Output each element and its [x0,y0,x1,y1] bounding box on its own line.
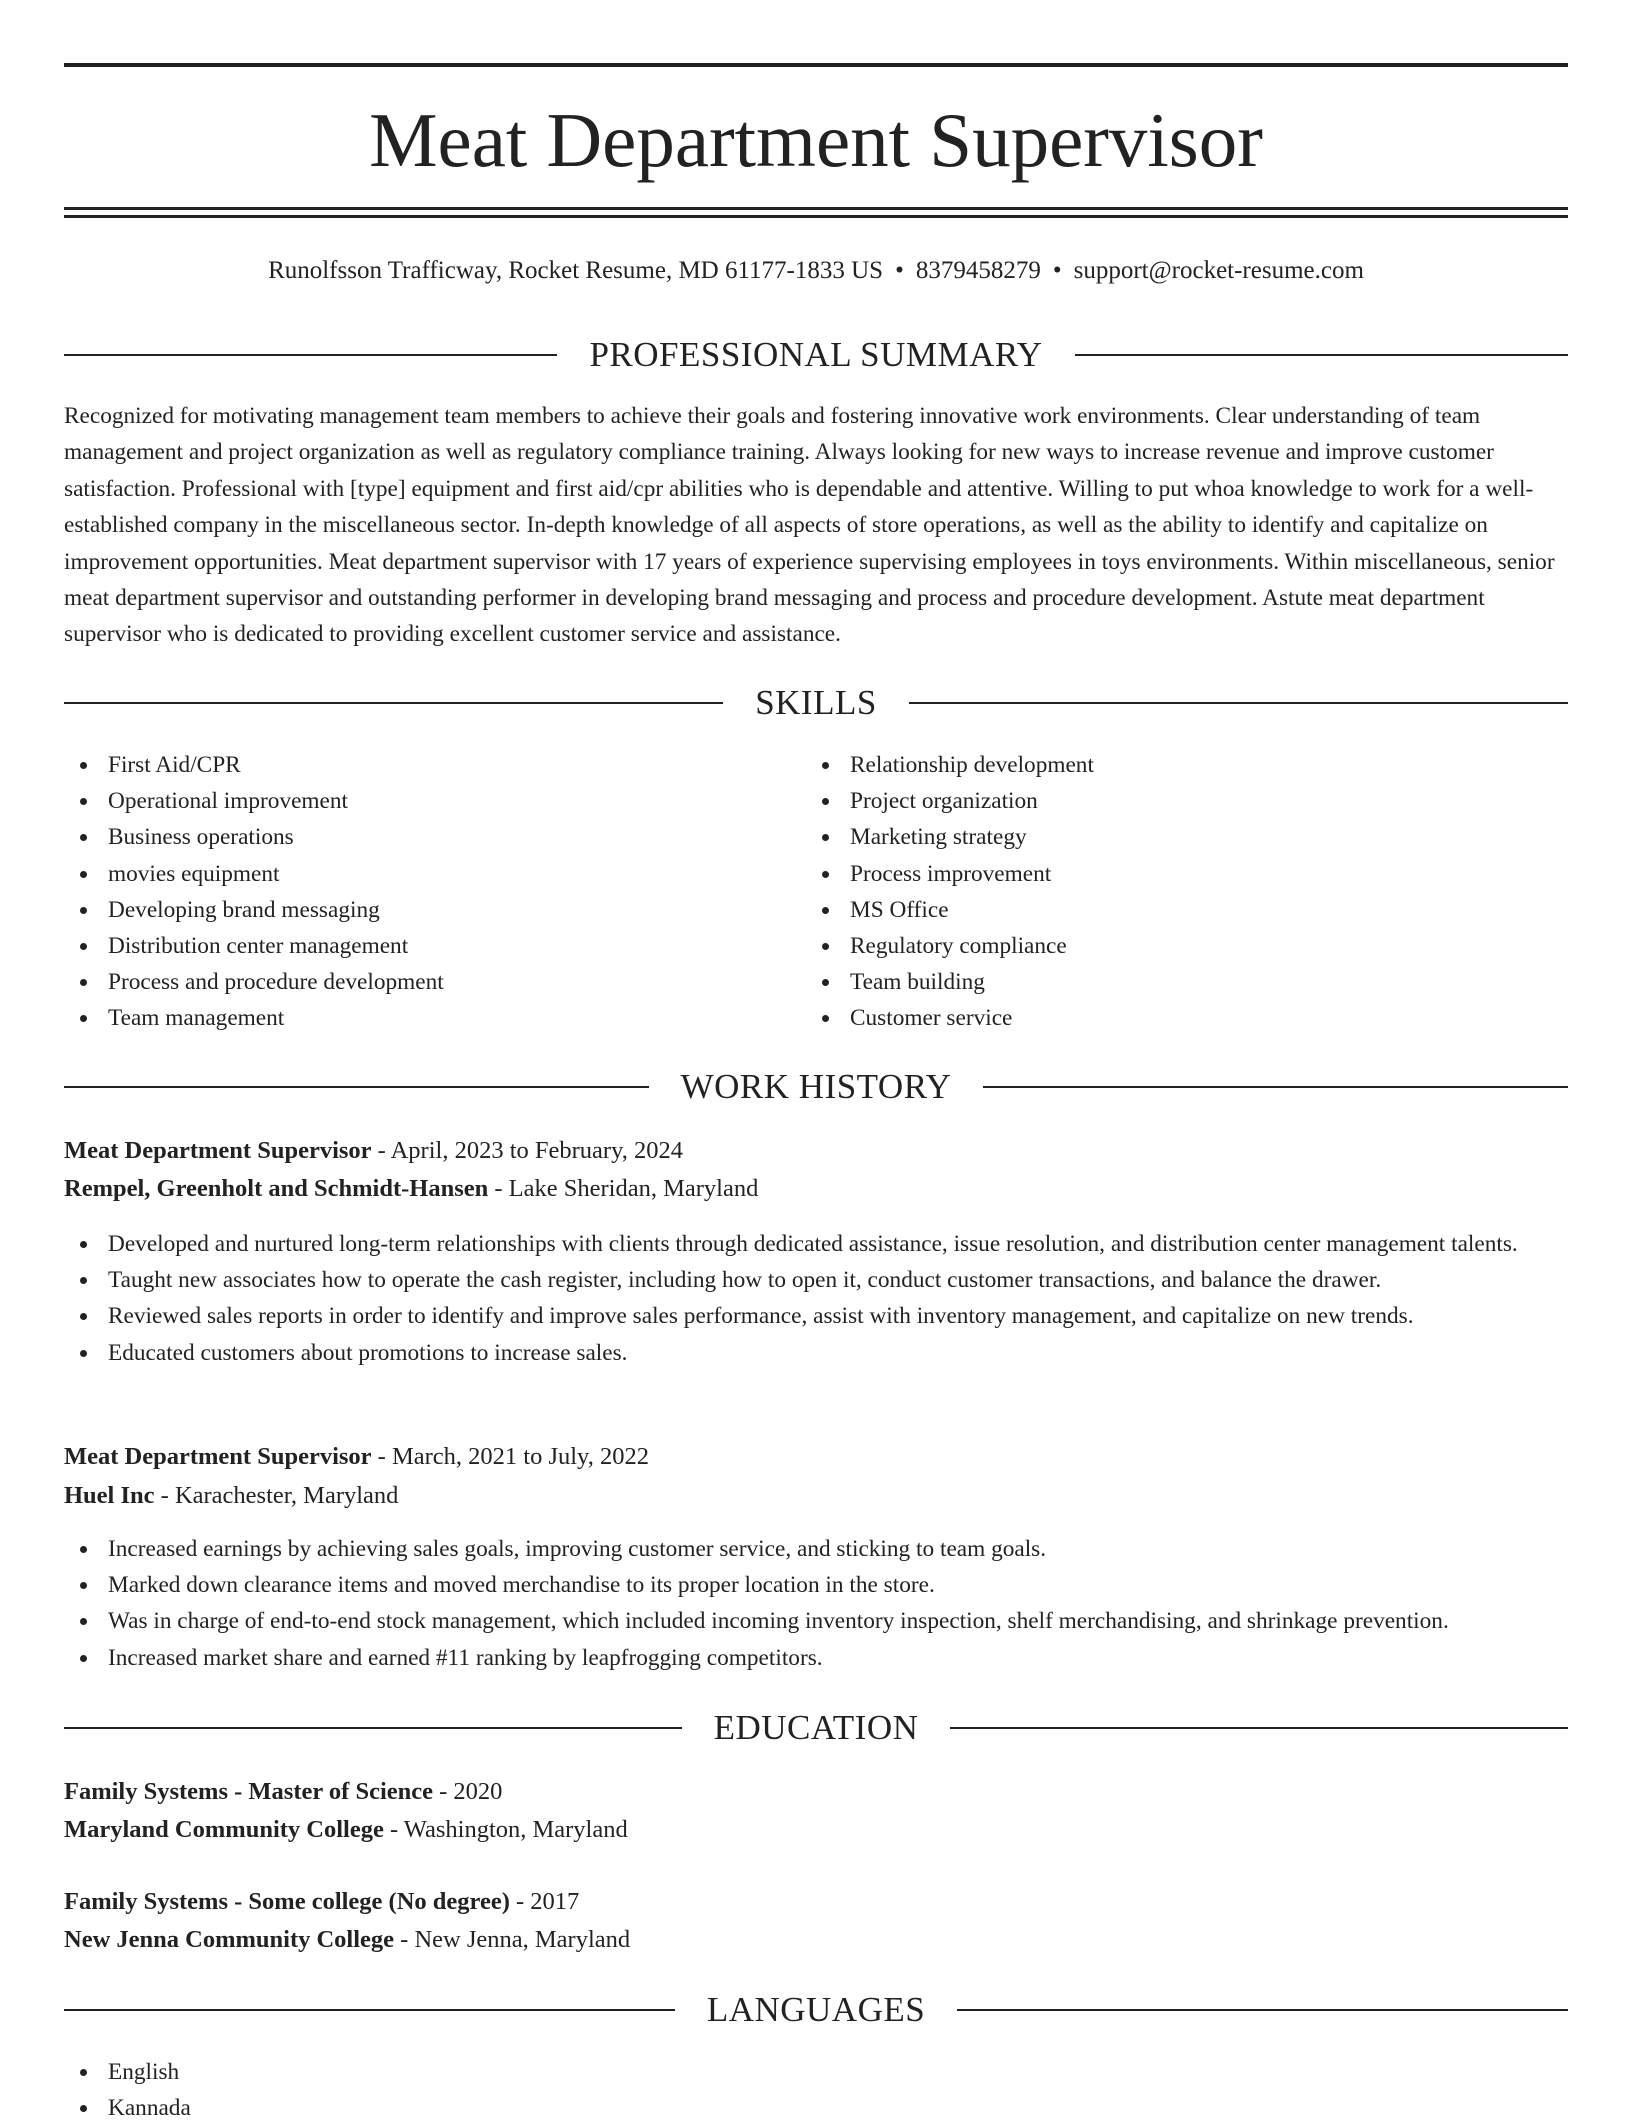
work-section-heading [64,1065,1568,1109]
education-degree: Family Systems - Master of Science [64,1778,433,1805]
skill-item: Operational improvement [64,783,764,819]
divider [1075,354,1568,356]
job-title: Meat Department Supervisor [64,1443,372,1470]
languages-section-heading [64,1988,1568,2032]
education-degree-line [64,1884,1568,1920]
section-title: PROFESSIONAL SUMMARY [589,335,1043,374]
job-company: Rempel, Greenholt and Schmidt-Hansen [64,1175,489,1202]
skills-list-right [806,747,1506,1037]
skill-item: movies equipment [64,856,764,892]
job-duty: Reviewed sales reports in order to identify and improve sales performance, assist with inventory management, and capitalize on new trends. [64,1298,1568,1334]
skill-item: Developing brand messaging [64,892,764,928]
education-degree-line [64,1774,1568,1810]
contact-phone: 8379458279 [915,257,1041,284]
divider [64,2009,675,2011]
job-duty: Educated customers about promotions to increase sales. [64,1335,1568,1371]
top-rule [64,63,1568,67]
job-duty: Was in charge of end-to-end stock management, which included incoming inventory inspection, shelf merchandising, and shrinkage prevention. [64,1603,1568,1639]
skill-item: Team management [64,1000,764,1036]
skill-item: Project organization [806,783,1506,819]
job-duty: Increased earnings by achieving sales goals, improving customer service, and sticking to team goals. [64,1531,1568,1567]
job-duties-list [64,1226,1568,1371]
job-duty: Marked down clearance items and moved merchandise to its proper location in the store. [64,1567,1568,1603]
skills-list-left [64,747,764,1037]
divider [983,1086,1568,1088]
education-degree: Family Systems - Some college (No degree) [64,1888,510,1915]
summary-text: Recognized for motivating management team members to achieve their goals and fostering innovative work environments. Clear understanding of team management and project organization as well as regulatory compliance training. Always looking for new ways to increase revenue and improve customer satisfaction. Professional with [type] equipment and first aid/cpr abilities who is dependable and attentive. Willing to put whoa knowledge to work for a well-established company in the miscellaneous sector. In-depth knowledge of all aspects of store operations, as well as the ability to identify and capitalize on improvement opportunities. Meat department supervisor with 17 years of experience supervising employees in toys environments. Within miscellaneous, senior meat department supervisor and outstanding performer in developing brand messaging and process and procedure development. Astute meat department supervisor who is dedicated to providing excellent customer service and assistance. [64,403,1555,648]
skill-item: MS Office [806,892,1506,928]
job-duty: Taught new associates how to operate the cash register, including how to open it, conduct customer transactions, and balance the drawer. [64,1262,1568,1298]
section-title: SKILLS [755,683,877,722]
education-school: Maryland Community College [64,1816,384,1843]
job-company-line [64,1171,1568,1207]
skills-section-heading [64,681,1568,725]
job-title: Meat Department Supervisor [64,1137,372,1164]
resume-title: Meat Department Supervisor [369,97,1263,183]
skill-item: Marketing strategy [806,819,1506,855]
skill-item: Business operations [64,819,764,855]
divider [64,1086,649,1088]
skill-item: Customer service [806,1000,1506,1036]
languages-list [64,2054,1568,2126]
education-year: - 2017 [509,1888,580,1915]
divider [64,354,557,356]
education-year: - 2020 [433,1778,503,1805]
job-title-line [64,1439,1568,1475]
divider [957,2009,1568,2011]
education-location: - Washington, Maryland [383,1816,628,1843]
contact-email[interactable]: support@rocket-resume.com [1073,257,1364,284]
job-duty: Developed and nurtured long-term relationships with clients through dedicated assistance, issue resolution, and distribution center management talents. [64,1226,1568,1262]
job-duty: Increased market share and earned #11 ranking by leapfrogging competitors. [64,1640,1568,1676]
divider [909,702,1568,704]
job-duties-list [64,1531,1568,1676]
contact-separator: • [1052,257,1062,284]
skill-item: Regulatory compliance [806,928,1506,964]
section-title: EDUCATION [713,1708,919,1747]
job-location: - Karachester, Maryland [154,1482,399,1509]
divider [64,702,723,704]
job-company-line [64,1478,1568,1514]
skill-item: Relationship development [806,747,1506,783]
job-dates: - March, 2021 to July, 2022 [371,1443,649,1470]
contact-line [64,254,1568,288]
contact-address: Runolfsson Trafficway, Rocket Resume, MD 61177-1833 US [268,257,884,284]
education-school-line [64,1922,1568,1958]
skill-item: Process improvement [806,856,1506,892]
divider [950,1727,1568,1729]
education-school-line [64,1812,1568,1848]
job-company: Huel Inc [64,1482,155,1509]
summary-section-heading [64,333,1568,377]
contact-separator: • [895,257,904,284]
skill-item: Distribution center management [64,928,764,964]
language-item: English [64,2054,1568,2090]
section-title: LANGUAGES [706,1990,926,2029]
skill-item: Team building [806,964,1506,1000]
education-section-heading [64,1706,1568,1750]
job-location: - Lake Sheridan, Maryland [488,1175,759,1202]
language-item: Kannada [64,2090,1568,2126]
education-location: - New Jenna, Maryland [394,1926,631,1953]
skill-item: Process and procedure development [64,964,764,1000]
job-dates: - April, 2023 to February, 2024 [371,1137,683,1164]
skill-item: First Aid/CPR [64,747,764,783]
section-title: WORK HISTORY [680,1067,952,1106]
job-title-line [64,1133,1568,1169]
education-school: New Jenna Community College [64,1926,395,1953]
divider [64,1727,682,1729]
title-double-rule [64,207,1568,218]
